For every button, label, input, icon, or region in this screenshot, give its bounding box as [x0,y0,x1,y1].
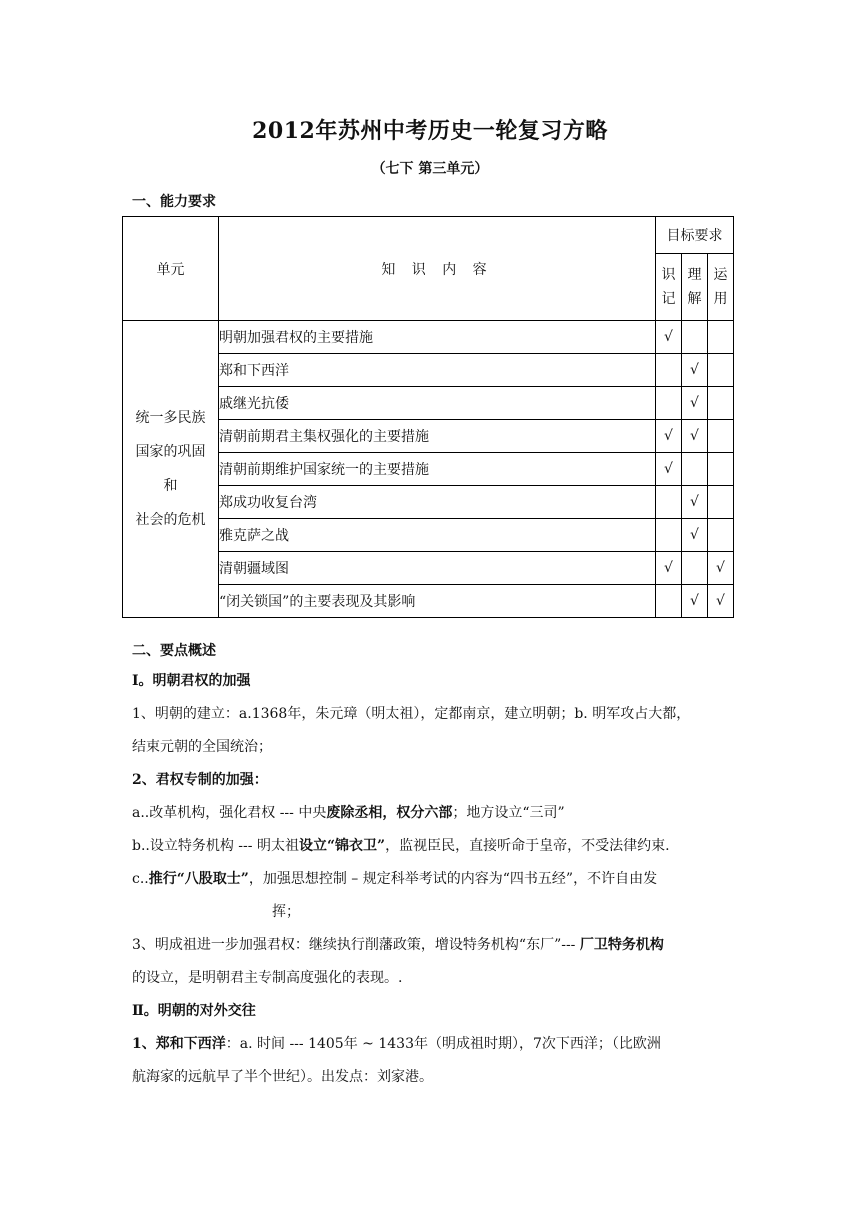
check-mark: √ [682,585,708,618]
check-mark: √ [682,519,708,552]
check-mark [682,453,708,486]
paragraph-b [132,830,732,863]
part1-heading: Ⅰ。明朝君权的加强 [132,673,251,689]
unit-line: 和 [163,478,178,494]
check-mark [656,354,682,387]
check-mark [708,321,734,354]
check-mark [708,453,734,486]
paragraph-a-emphasis: 废除丞相，权分六部 [326,805,453,821]
paragraph-a-pre: a..改革机构，强化君权 --- 中央 [132,805,327,821]
table-row [123,321,734,354]
col-apply-char-1: 运 [713,267,728,283]
part2-heading: Ⅱ。明朝的对外交往 [132,1003,256,1019]
check-mark [708,519,734,552]
paragraph-2: 2、君权专制的加强： [132,772,268,788]
page-title: 2012年苏州中考历史一轮复习方略 [252,118,608,144]
col-recall-char-2: 记 [661,291,676,307]
col-apply-char-2: 用 [713,291,728,307]
check-mark [708,486,734,519]
check-mark: √ [708,552,734,585]
knowledge-item: 清朝疆域图 [219,552,656,585]
knowledge-item: 雅克萨之战 [219,519,656,552]
col-understand-char-1: 理 [687,267,702,283]
paragraph-3-emphasis: 厂卫特务机构 [579,937,664,953]
check-mark [656,387,682,420]
knowledge-item: 清朝前期君主集权强化的主要措施 [219,420,656,453]
check-mark: √ [656,420,682,453]
knowledge-item: 清朝前期维护国家统一的主要措施 [219,453,656,486]
section-heading-ability: 一、能力要求 [132,194,216,210]
paragraph-a [132,797,732,830]
page-subtitle: （七下 第三单元） [371,161,489,177]
summary-body [132,665,732,1094]
knowledge-item: 郑和下西洋 [219,354,656,387]
paragraph-c-emphasis: 推行“八股取士” [148,871,249,887]
col-recall-char-1: 识 [661,267,676,283]
col-recall-header [656,254,682,321]
col-understand-char-2: 解 [687,291,702,307]
unit-line: 统一多民族 [135,410,206,426]
check-mark: √ [656,552,682,585]
col-understand-header [682,254,708,321]
paragraph-b-emphasis: 设立“锦衣卫” [298,838,386,854]
paragraph-3-pre: 3、明成祖进一步加强君权：继续执行削藩政策，增设特务机构“东厂”--- [132,937,580,953]
check-mark: √ [682,486,708,519]
unit-name-cell [123,321,219,618]
paragraph-c-post: ，加强思想控制 – 规定科举考试的内容为“四书五经”，不许自由发 [248,871,658,887]
check-mark: √ [656,321,682,354]
check-mark [682,321,708,354]
paragraph-c-line-2: 挥； [272,904,300,920]
check-mark [682,552,708,585]
check-mark [708,420,734,453]
check-mark [656,519,682,552]
paragraph-b-post: ，监视臣民，直接听命于皇帝，不受法律约束. [385,838,670,854]
check-mark: √ [682,420,708,453]
section-heading-key-points: 二、要点概述 [132,643,216,659]
knowledge-header: 知 识 内 容 [219,217,656,321]
unit-line: 社会的危机 [135,512,206,528]
check-mark [708,387,734,420]
part2-paragraph-1-post: ：a. 时间 --- 1405年 ~ 1433年（明成祖时期），7次下西洋；（比欧洲 [225,1036,661,1052]
check-mark: √ [682,354,708,387]
part2-paragraph-1-line-2: 航海家的远航早了半个世纪）。出发点：刘家港。 [132,1069,433,1085]
paragraph-3-line-2: 的设立，是明朝君主专制高度强化的表现。. [132,970,403,986]
paragraph-c-pre: c.. [132,871,149,887]
check-mark [656,585,682,618]
part2-paragraph-1 [132,1028,732,1061]
paragraph-3 [132,929,732,962]
paragraph-1-line-1: 1、明朝的建立：a.1368年，朱元璋（明太祖），定都南京，建立明朝；b. 明军攻占大都， [132,706,691,722]
unit-header: 单元 [123,217,219,321]
paragraph-a-post: ；地方设立“三司” [452,805,565,821]
col-apply-header [708,254,734,321]
paragraph-c [132,863,732,896]
part2-paragraph-1-emphasis: 1、郑和下西洋 [132,1036,226,1052]
knowledge-item: “闭关锁国”的主要表现及其影响 [219,585,656,618]
check-mark: √ [708,585,734,618]
paragraph-b-pre: b..设立特务机构 --- 明太祖 [132,838,299,854]
check-mark: √ [656,453,682,486]
check-mark [656,486,682,519]
check-mark [708,354,734,387]
paragraph-1-line-2: 结束元朝的全国统治； [132,739,272,755]
requirements-table [122,216,734,618]
target-header: 目标要求 [656,217,734,254]
knowledge-item: 明朝加强君权的主要措施 [219,321,656,354]
knowledge-item: 戚继光抗倭 [219,387,656,420]
unit-line: 国家的巩固 [135,444,206,460]
check-mark: √ [682,387,708,420]
knowledge-item: 郑成功收复台湾 [219,486,656,519]
